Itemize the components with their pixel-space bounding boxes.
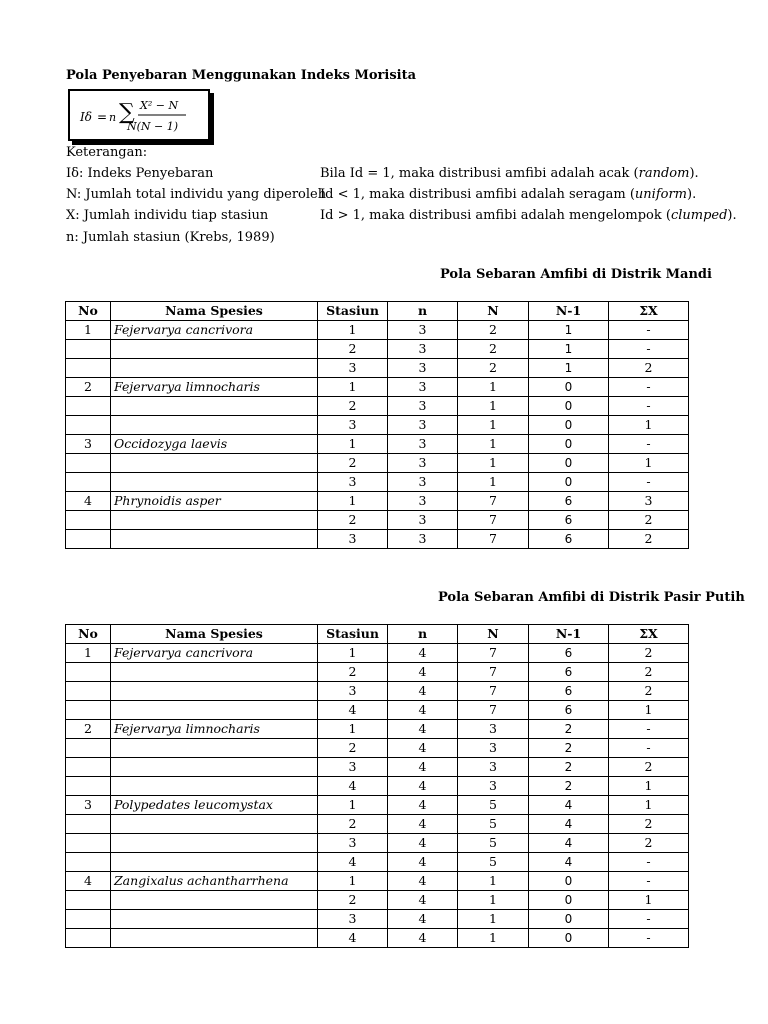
- table2-cell: [66, 701, 111, 720]
- table-row: [66, 663, 689, 682]
- table-row: [66, 853, 689, 872]
- table1-cell: [66, 340, 111, 359]
- table1-cell: 6: [529, 530, 609, 549]
- table1-cell: 3: [388, 359, 458, 378]
- table2-cell: 4: [318, 701, 388, 720]
- table1-cell: 0: [529, 435, 609, 454]
- table2-cell: 3: [318, 834, 388, 853]
- table1-cell: 2: [609, 359, 689, 378]
- table2-title: Pola Sebaran Amfibi di Distrik Pasir Putih: [438, 590, 745, 605]
- table2-cell: 3: [458, 758, 529, 777]
- table2-cell: 1: [458, 891, 529, 910]
- table2-cell: 4: [388, 701, 458, 720]
- table1-cell: [66, 397, 111, 416]
- table2-cell: Zangixalus achantharrhena: [111, 872, 318, 891]
- table2-cell: 0: [529, 872, 609, 891]
- table2-cell: 4: [318, 853, 388, 872]
- table1-cell: 3: [388, 340, 458, 359]
- table2-cell: [111, 853, 318, 872]
- table2-cell: [66, 853, 111, 872]
- table1-cell: 2: [458, 359, 529, 378]
- table1-cell: -: [609, 435, 689, 454]
- table2-cell: 1: [318, 872, 388, 891]
- table1-cell: 1: [458, 378, 529, 397]
- table2-cell: Polypedates leucomystax: [111, 796, 318, 815]
- table2-cell: 3: [458, 777, 529, 796]
- table2-cell: 2: [609, 815, 689, 834]
- table1-cell: 2: [458, 340, 529, 359]
- keterangan-title: Keterangan:: [66, 145, 148, 160]
- table1-cell: [111, 454, 318, 473]
- table1-cell: 3: [388, 378, 458, 397]
- table1-cell: 2: [458, 321, 529, 340]
- table2-cell: [111, 758, 318, 777]
- table1-cell: 3: [318, 473, 388, 492]
- table2-cell: [111, 891, 318, 910]
- table1-cell: 2: [609, 530, 689, 549]
- table-row: [66, 644, 689, 663]
- table2-cell: 1: [318, 644, 388, 663]
- table2-header-cell: N-1: [529, 625, 609, 644]
- table2-cell: 4: [388, 834, 458, 853]
- table2-cell: 2: [529, 739, 609, 758]
- table2-cell: -: [609, 910, 689, 929]
- table1-cell: -: [609, 378, 689, 397]
- table2-cell: 1: [458, 872, 529, 891]
- table2-cell: 1: [458, 929, 529, 948]
- table1-cell: 1: [66, 321, 111, 340]
- table1-cell: [111, 397, 318, 416]
- table1-cell: 1: [529, 340, 609, 359]
- table2-cell: 3: [458, 720, 529, 739]
- table2-cell: 3: [318, 910, 388, 929]
- table-row: [66, 340, 689, 359]
- table1-cell: [111, 530, 318, 549]
- table1-cell: 1: [318, 492, 388, 511]
- table2-cell: 3: [458, 739, 529, 758]
- table1-cell: 2: [66, 378, 111, 397]
- table1-cell: 0: [529, 473, 609, 492]
- table1-cell: 3: [318, 416, 388, 435]
- table1-cell: -: [609, 473, 689, 492]
- table2-cell: 4: [388, 891, 458, 910]
- table2-cell: -: [609, 739, 689, 758]
- table-distrik-mandi: [65, 301, 689, 549]
- table2-cell: 1: [318, 720, 388, 739]
- table1-cell: 1: [529, 359, 609, 378]
- table-row: [66, 777, 689, 796]
- table-row: [66, 435, 689, 454]
- table2-cell: 7: [458, 682, 529, 701]
- table2-header-cell: Stasiun: [318, 625, 388, 644]
- table2-cell: [111, 701, 318, 720]
- table2-cell: 2: [609, 644, 689, 663]
- table2-cell: Fejervarya cancrivora: [111, 644, 318, 663]
- table2-cell: Fejervarya limnocharis: [111, 720, 318, 739]
- table2-cell: 6: [529, 663, 609, 682]
- table2-cell: [111, 815, 318, 834]
- table1-cell: 3: [609, 492, 689, 511]
- table2-cell: [111, 663, 318, 682]
- table2-cell: 5: [458, 853, 529, 872]
- table1-cell: 0: [529, 378, 609, 397]
- table2-cell: 6: [529, 701, 609, 720]
- table2-cell: 1: [609, 796, 689, 815]
- keterangan-line-n-total: N: Jumlah total individu yang diperoleh: [66, 187, 327, 202]
- table2-cell: 4: [529, 834, 609, 853]
- morisita-formula: [68, 89, 210, 141]
- table1-header-cell: N-1: [529, 302, 609, 321]
- table2-cell: 2: [318, 739, 388, 758]
- table2-cell: 7: [458, 701, 529, 720]
- table2-header-cell: No: [66, 625, 111, 644]
- table2-cell: [66, 815, 111, 834]
- table2-cell: [66, 891, 111, 910]
- table1-cell: [66, 473, 111, 492]
- table2-cell: 7: [458, 663, 529, 682]
- table2-cell: 5: [458, 796, 529, 815]
- table2-cell: 2: [66, 720, 111, 739]
- table1-cell: [66, 511, 111, 530]
- formula-denominator: N(N − 1): [127, 120, 179, 133]
- table-row: [66, 872, 689, 891]
- table2-cell: 2: [609, 663, 689, 682]
- table2-cell: 2: [609, 682, 689, 701]
- table-distrik-pasir-putih: [65, 624, 689, 948]
- table-row: [66, 720, 689, 739]
- table1-cell: 3: [388, 492, 458, 511]
- table2-cell: [66, 777, 111, 796]
- table2-cell: 2: [529, 758, 609, 777]
- table2-cell: 4: [388, 682, 458, 701]
- keterangan-line-id: Iδ: Indeks Penyebaran: [66, 166, 214, 181]
- table1-cell: [66, 530, 111, 549]
- formula-sum: ∑: [119, 100, 135, 125]
- table1-cell: [111, 473, 318, 492]
- table2-cell: 4: [388, 777, 458, 796]
- table2-cell: 4: [388, 910, 458, 929]
- table1-cell: 3: [388, 511, 458, 530]
- table1-cell: 1: [458, 435, 529, 454]
- table1-cell: 0: [529, 397, 609, 416]
- table1-cell: 3: [388, 473, 458, 492]
- table2-header-cell: ΣX: [609, 625, 689, 644]
- table2-cell: 3: [318, 682, 388, 701]
- table2-cell: 1: [609, 701, 689, 720]
- table2-cell: 4: [388, 872, 458, 891]
- table2-cell: 1: [66, 644, 111, 663]
- table1-cell: 2: [318, 397, 388, 416]
- table2-cell: -: [609, 929, 689, 948]
- table-row: [66, 682, 689, 701]
- table1-cell: 2: [609, 511, 689, 530]
- table2-cell: 2: [609, 758, 689, 777]
- table2-cell: [66, 758, 111, 777]
- table1-cell: 3: [388, 416, 458, 435]
- table1-title: Pola Sebaran Amfibi di Distrik Mandi: [440, 267, 712, 282]
- table2-cell: 4: [388, 929, 458, 948]
- table2-cell: [111, 682, 318, 701]
- table2-cell: 4: [388, 739, 458, 758]
- table2-cell: [111, 929, 318, 948]
- table2-cell: 3: [318, 758, 388, 777]
- table1-cell: 7: [458, 511, 529, 530]
- table2-cell: 1: [609, 891, 689, 910]
- table1-cell: 1: [318, 435, 388, 454]
- table2-cell: 4: [529, 815, 609, 834]
- table1-cell: 3: [388, 397, 458, 416]
- table-row: [66, 834, 689, 853]
- formula-numerator: X² − N: [140, 99, 179, 112]
- table1-cell: 3: [318, 359, 388, 378]
- table2-cell: 4: [388, 853, 458, 872]
- table2-cell: 0: [529, 910, 609, 929]
- table1-cell: 1: [458, 473, 529, 492]
- table1-cell: 1: [609, 454, 689, 473]
- table2-header-cell: N: [458, 625, 529, 644]
- table1-cell: 1: [529, 321, 609, 340]
- table2-cell: 2: [609, 834, 689, 853]
- formula-n: n: [109, 111, 117, 124]
- table1-cell: [111, 359, 318, 378]
- table1-cell: 1: [458, 397, 529, 416]
- table1-cell: 0: [529, 416, 609, 435]
- table1-cell: -: [609, 397, 689, 416]
- rule-uniform: Id < 1, maka distribusi amfibi adalah seragam (uniform).: [320, 187, 697, 202]
- table-row: [66, 929, 689, 948]
- table2-cell: 2: [318, 815, 388, 834]
- table2-cell: 0: [529, 929, 609, 948]
- table1-cell: 3: [388, 530, 458, 549]
- table1-cell: 0: [529, 454, 609, 473]
- table2-cell: 4: [529, 796, 609, 815]
- table1-cell: 1: [318, 321, 388, 340]
- table1-cell: Phrynoidis asper: [111, 492, 318, 511]
- keterangan-line-n-stasiun: n: Jumlah stasiun (Krebs, 1989): [66, 230, 275, 245]
- table-row: [66, 416, 689, 435]
- table2-cell: 5: [458, 815, 529, 834]
- table-row: [66, 397, 689, 416]
- table2-cell: 0: [529, 891, 609, 910]
- table1-cell: 1: [458, 416, 529, 435]
- table1-header-cell: Stasiun: [318, 302, 388, 321]
- table2-cell: 2: [318, 891, 388, 910]
- table1-cell: 2: [318, 454, 388, 473]
- table2-cell: 1: [609, 777, 689, 796]
- table1-header-cell: N: [458, 302, 529, 321]
- table-row: [66, 321, 689, 340]
- table-row: [66, 758, 689, 777]
- table2-cell: 1: [318, 796, 388, 815]
- table2-header-cell: Nama Spesies: [111, 625, 318, 644]
- table1-cell: 1: [609, 416, 689, 435]
- table-row: [66, 530, 689, 549]
- table1-cell: 3: [388, 435, 458, 454]
- table1-cell: 1: [318, 378, 388, 397]
- table1-cell: 2: [318, 511, 388, 530]
- table-row: [66, 891, 689, 910]
- table2-cell: 4: [318, 929, 388, 948]
- table2-header-row: [66, 625, 689, 644]
- table1-header-cell: n: [388, 302, 458, 321]
- keterangan-line-x: X: Jumlah individu tiap stasiun: [66, 208, 269, 223]
- table-row: [66, 910, 689, 929]
- table2-cell: 6: [529, 644, 609, 663]
- formula-eq: =: [97, 110, 108, 124]
- table2-cell: [111, 777, 318, 796]
- table-row: [66, 378, 689, 397]
- table1-cell: [111, 511, 318, 530]
- table2-cell: 5: [458, 834, 529, 853]
- table1-cell: 3: [388, 321, 458, 340]
- table1-cell: 7: [458, 530, 529, 549]
- table1-cell: 3: [388, 454, 458, 473]
- table2-cell: [66, 834, 111, 853]
- table2-cell: 4: [388, 663, 458, 682]
- table2-cell: 4: [388, 758, 458, 777]
- table2-cell: 4: [66, 872, 111, 891]
- table2-cell: 7: [458, 644, 529, 663]
- table2-cell: 4: [388, 815, 458, 834]
- table1-cell: 6: [529, 511, 609, 530]
- table2-cell: 2: [318, 663, 388, 682]
- table-row: [66, 796, 689, 815]
- table2-cell: 4: [388, 796, 458, 815]
- table1-cell: [111, 416, 318, 435]
- table1-cell: 7: [458, 492, 529, 511]
- table2-cell: [111, 739, 318, 758]
- table2-cell: -: [609, 853, 689, 872]
- table2-cell: 2: [529, 720, 609, 739]
- table2-cell: [66, 682, 111, 701]
- table1-cell: Fejervarya limnocharis: [111, 378, 318, 397]
- table2-cell: 4: [388, 644, 458, 663]
- table-row: [66, 701, 689, 720]
- table1-header-row: [66, 302, 689, 321]
- table2-cell: [111, 910, 318, 929]
- table2-cell: 4: [529, 853, 609, 872]
- table2-cell: 1: [458, 910, 529, 929]
- formula-graphic: [70, 91, 208, 139]
- table1-header-cell: No: [66, 302, 111, 321]
- table2-cell: -: [609, 720, 689, 739]
- table2-cell: 4: [318, 777, 388, 796]
- table2-cell: -: [609, 872, 689, 891]
- table-row: [66, 492, 689, 511]
- table1-header-cell: ΣX: [609, 302, 689, 321]
- table-row: [66, 815, 689, 834]
- table2-cell: [66, 739, 111, 758]
- table2-cell: 6: [529, 682, 609, 701]
- table1-cell: Occidozyga laevis: [111, 435, 318, 454]
- table2-cell: 3: [66, 796, 111, 815]
- table1-cell: 1: [458, 454, 529, 473]
- table2-cell: [66, 910, 111, 929]
- table1-cell: [66, 416, 111, 435]
- table-row: [66, 511, 689, 530]
- table1-cell: 2: [318, 340, 388, 359]
- table1-cell: 3: [318, 530, 388, 549]
- table2-header-cell: n: [388, 625, 458, 644]
- table-row: [66, 454, 689, 473]
- table1-cell: [111, 340, 318, 359]
- table2-cell: [66, 663, 111, 682]
- table2-cell: [111, 834, 318, 853]
- rule-clumped: Id > 1, maka distribusi amfibi adalah mengelompok (clumped).: [320, 208, 737, 223]
- table1-cell: 4: [66, 492, 111, 511]
- table1-cell: [66, 359, 111, 378]
- table-row: [66, 359, 689, 378]
- rule-random: Bila Id = 1, maka distribusi amfibi adalah acak (random).: [320, 166, 699, 181]
- table2-cell: 4: [388, 720, 458, 739]
- page-heading: Pola Penyebaran Menggunakan Indeks Morisita: [66, 68, 417, 83]
- table1-cell: Fejervarya cancrivora: [111, 321, 318, 340]
- table-row: [66, 473, 689, 492]
- table1-cell: [66, 454, 111, 473]
- table1-cell: 3: [66, 435, 111, 454]
- formula-lhs: Iδ: [80, 110, 92, 124]
- table1-cell: 6: [529, 492, 609, 511]
- table1-cell: -: [609, 340, 689, 359]
- table2-cell: [66, 929, 111, 948]
- table1-cell: -: [609, 321, 689, 340]
- table2-cell: 2: [529, 777, 609, 796]
- table-row: [66, 739, 689, 758]
- table1-header-cell: Nama Spesies: [111, 302, 318, 321]
